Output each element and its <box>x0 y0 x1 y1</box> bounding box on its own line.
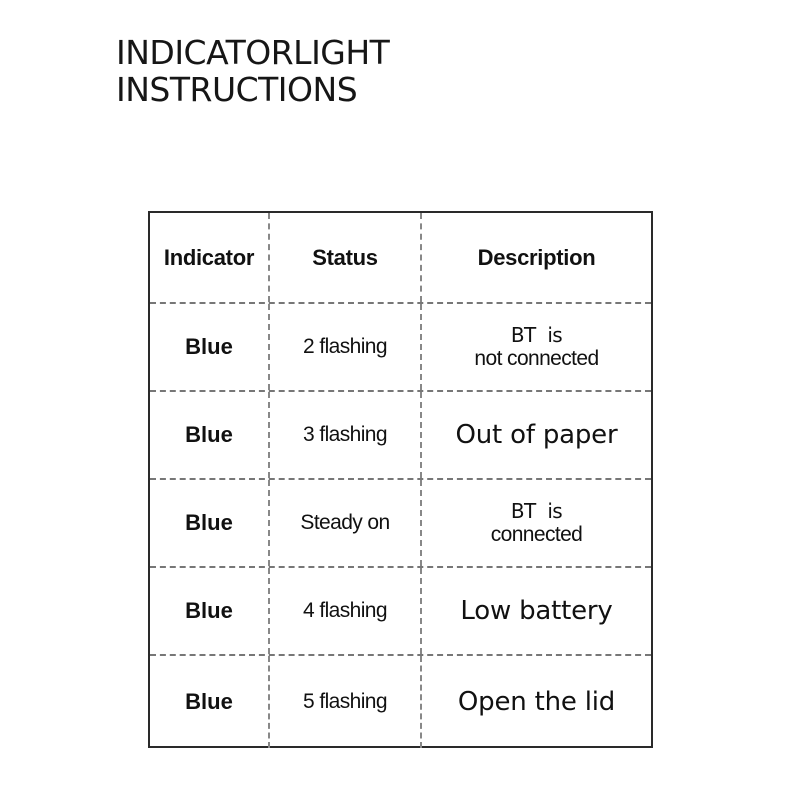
indicator-cell: Blue <box>150 480 270 566</box>
table-row <box>150 654 651 748</box>
indicator-cell: Blue <box>150 392 270 478</box>
status-cell: Steady on <box>270 480 422 566</box>
indicator-light-table <box>148 211 653 748</box>
header-indicator: Indicator <box>150 213 270 302</box>
description-cell <box>422 480 651 566</box>
status-cell: 3 flashing <box>270 392 422 478</box>
description-line-1: BT is <box>510 323 563 347</box>
header-description: Description <box>477 244 596 270</box>
description-line-2: not connected <box>474 347 599 370</box>
status-cell: 4 flashing <box>270 568 422 654</box>
header-status: Status <box>270 213 422 302</box>
table-row <box>150 566 651 654</box>
table-row <box>150 302 651 390</box>
title-line-1: INDICATORLIGHT <box>116 33 390 72</box>
status-cell: 5 flashing <box>270 656 422 748</box>
status-cell: 2 flashing <box>270 304 422 390</box>
description-line-1: BT is <box>510 499 563 523</box>
table-header-row <box>150 213 651 302</box>
description-line-2: connected <box>490 523 583 546</box>
indicator-cell: Blue <box>150 304 270 390</box>
description-cell: Out of paper <box>455 420 618 450</box>
page-title <box>116 34 389 108</box>
indicator-cell: Blue <box>150 568 270 654</box>
indicator-cell: Blue <box>150 656 270 748</box>
description-cell <box>422 304 651 390</box>
table-row <box>150 478 651 566</box>
description-cell: Low battery <box>460 596 613 626</box>
description-cell: Open the lid <box>457 687 616 717</box>
title-line-2: INSTRUCTIONS <box>116 70 358 109</box>
table-row <box>150 390 651 478</box>
